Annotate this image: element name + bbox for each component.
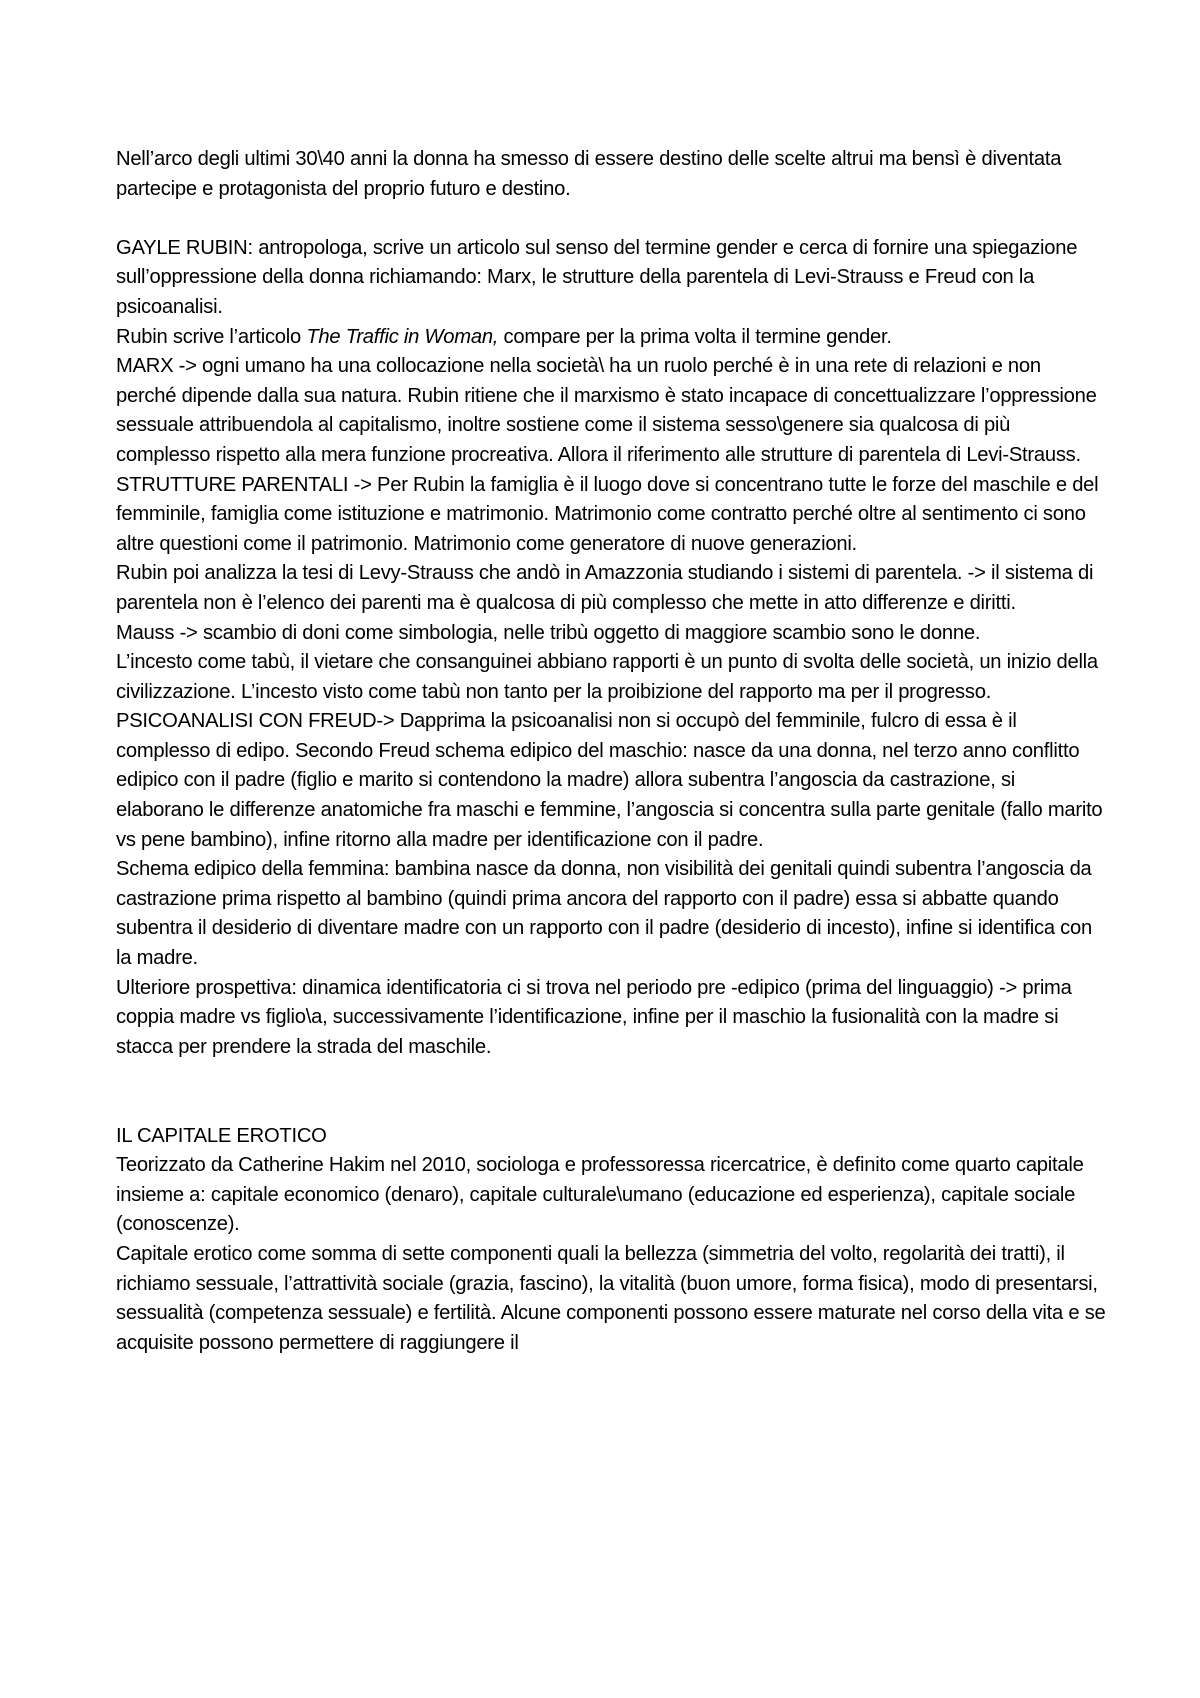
componenti-paragraph: Capitale erotico come somma di sette componenti quali la bellezza (simmetria del volto, regolarità dei tratti), il richiamo sessuale, l’attrattività sociale (grazia, fascino), la vitalità (buon umore, forma fisica), modo di presentarsi, sessualità (competenza sessuale) e fertilità. Alcune componenti possono essere maturate nel corso della vita e se acquisite possono permettere di raggiungere il	[116, 1242, 1106, 1354]
article-title: The Traffic in Woman,	[306, 325, 499, 348]
mauss-paragraph: Mauss -> scambio di doni come simbologia, nelle tribù oggetto di maggiore scambio sono le donne.	[116, 621, 981, 644]
intro-paragraph: Nell’arco degli ultimi 30\40 anni la donna ha smesso di essere destino delle scelte altrui ma bensì è diventata partecipe e protagonista del proprio futuro e destino.	[116, 148, 1062, 200]
rubin-intro-paragraph: GAYLE RUBIN: antropologa, scrive un articolo sul senso del termine gender e cerca di fornire una spiegazione sull’oppressione della donna richiamando: Marx, le strutture della parentela di Levi-Strauss e Freud con la psicoanalisi.	[116, 236, 1078, 318]
incesto-paragraph: L’incesto come tabù, il vietare che consanguinei abbiano rapporti è un punto di svolta delle società, un inizio della civilizzazione. L’incesto visto come tabù non tanto per la proibizione del rapporto ma per il progresso.	[116, 651, 1098, 703]
rubin-article-before: Rubin scrive l’articolo	[116, 325, 307, 348]
paragraph-spacer	[116, 204, 1106, 234]
rubin-article-paragraph	[116, 323, 1106, 353]
femmina-paragraph: Schema edipico della femmina: bambina nasce da donna, non visibilità dei genitali quindi subentra l’angoscia da castrazione prima rispetto al bambino (quindi prima ancora del rapporto con il padre) essa si abbatte quando subentra il desiderio di diventare madre con un rapporto con il padre (desiderio di incesto), infine si identifica con la madre.	[116, 858, 1092, 970]
section-heading: IL CAPITALE EROTICO	[116, 1124, 327, 1147]
levy-strauss-paragraph: Rubin poi analizza la tesi di Levy-Strauss che andò in Amazzonia studiando i sistemi di parentela. -> il sistema di parentela non è l’elenco dei parenti ma è qualcosa di più complesso che mette in atto differenze e diritti.	[116, 562, 1094, 614]
freud-paragraph: PSICOANALISI CON FREUD-> Dapprima la psicoanalisi non si occupò del femminile, fulcro di essa è il complesso di edipo. Secondo Freud schema edipico del maschio: nasce da una donna, nel terzo anno conflitto edipico con il padre (figlio e marito si contendono la madre) allora subentra l’angoscia da castrazione, si elaborano le differenze anatomiche fra maschi e femmine, l’angoscia si concentra sulla parte genitale (fallo marito vs pene bambino), infine ritorno alla madre per identificazione con il padre.	[116, 710, 1103, 851]
marx-paragraph: MARX -> ogni umano ha una collocazione nella società\ ha un ruolo perché è in una rete di relazioni e non perché dipende dalla sua natura. Rubin ritiene che il marxismo è stato incapace di concettualizzare l’oppressione sessuale attribuendola al capitalismo, inoltre sostiene come il sistema sesso\genere sia qualcosa di più complesso rispetto alla mera funzione procreativa. Allora il riferimento alle strutture di parentela di Levi-Strauss.	[116, 355, 1097, 466]
document-body	[116, 145, 1106, 1358]
ulteriore-paragraph: Ulteriore prospettiva: dinamica identificatoria ci si trova nel periodo pre -edipico (prima del linguaggio) -> prima coppia madre vs figlio\a, successivamente l’identificazione, infine per il maschio la fusionalità con la madre si stacca per prendere la strada del maschile.	[116, 976, 1072, 1058]
section-spacer	[116, 1062, 1106, 1121]
hakim-paragraph: Teorizzato da Catherine Hakim nel 2010, sociologa e professoressa ricercatrice, è definito come quarto capitale insieme a: capitale economico (denaro), capitale culturale\umano (educazione ed esperienza), capitale sociale (conoscenze).	[116, 1154, 1084, 1236]
strutture-paragraph: STRUTTURE PARENTALI -> Per Rubin la famiglia è il luogo dove si concentrano tutte le forze del maschile e del femminile, famiglia come istituzione e matrimonio. Matrimonio come contratto perché oltre al sentimento ci sono altre questioni come il patrimonio. Matrimonio come generatore di nuove generazioni.	[116, 473, 1099, 555]
rubin-article-after: compare per la prima volta il termine gender.	[498, 325, 892, 348]
